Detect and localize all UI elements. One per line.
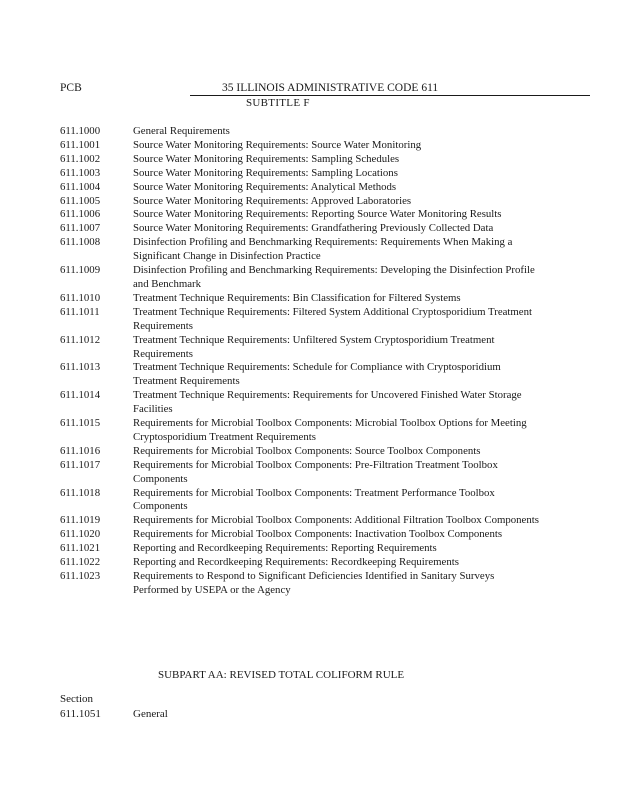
- section-title: Reporting and Recordkeeping Requirements: Recordkeeping Requirements: [133, 556, 459, 569]
- section-title: Requirements for Microbial Toolbox Components: Microbial Toolbox Options for Meeting Cryptosporidium Treatment Requirements: [133, 417, 527, 443]
- toc-row: [60, 708, 540, 720]
- toc-row: [60, 556, 540, 570]
- section-number: 611.1007: [60, 222, 101, 235]
- toc-row: [60, 208, 540, 222]
- section-title: Treatment Technique Requirements: Bin Classification for Filtered Systems: [133, 291, 461, 304]
- section-number: 611.1017: [60, 458, 101, 471]
- section-title: Treatment Technique Requirements: Filtered System Additional Cryptosporidium Treatment Requirements: [133, 305, 532, 332]
- section-title: Treatment Technique Requirements: Requirements for Uncovered Finished Water Storage Facilities: [133, 389, 522, 416]
- section-title: Source Water Monitoring Requirements: Grandfathering Previously Collected Data: [133, 222, 494, 235]
- section-number: 611.1014: [60, 389, 101, 402]
- toc-row: [60, 181, 540, 195]
- section-title: Treatment Technique Requirements: Unfiltered System Cryptosporidium Treatment Requirements: [133, 333, 495, 360]
- section-number: 611.1003: [60, 166, 101, 179]
- section-number: 611.1016: [60, 444, 101, 457]
- agency-label: PCB: [60, 82, 82, 94]
- section-number: 611.1012: [60, 333, 101, 346]
- section-title: Treatment Technique Requirements: Schedule for Compliance with Cryptosporidium Treatment Requirements: [133, 361, 501, 388]
- toc-row: [60, 570, 540, 598]
- code-title: 35 ILLINOIS ADMINISTRATIVE CODE 611: [190, 82, 590, 96]
- section-number: 611.1021: [60, 542, 101, 555]
- section-number: 611.1006: [60, 208, 101, 221]
- toc-row: [60, 195, 540, 209]
- section-number: 611.1011: [60, 305, 100, 318]
- toc-row: [60, 306, 540, 334]
- table-of-contents: [60, 125, 540, 598]
- section-title: General: [133, 708, 168, 720]
- toc-row: [60, 167, 540, 181]
- toc-row: [60, 139, 540, 153]
- toc-row: [60, 459, 540, 487]
- section-number: 611.1005: [60, 194, 101, 207]
- section-title: Disinfection Profiling and Benchmarking Requirements: Developing the Disinfection Profile and Benchmark: [133, 264, 535, 290]
- section-number: 611.1010: [60, 291, 101, 304]
- toc-row: [60, 264, 540, 292]
- toc-row: [60, 487, 540, 515]
- toc-row: [60, 542, 540, 556]
- toc-row: [60, 153, 540, 167]
- subpart-heading: SUBPART AA: REVISED TOTAL COLIFORM RULE: [158, 669, 405, 681]
- section-number: 611.1019: [60, 514, 101, 527]
- toc-row: [60, 292, 540, 306]
- section-number: 611.1001: [60, 138, 101, 151]
- section-title: Requirements for Microbial Toolbox Components: Treatment Performance Toolbox Components: [133, 486, 495, 513]
- section-title: Source Water Monitoring Requirements: Source Water Monitoring: [133, 138, 422, 151]
- section-title: Requirements for Microbial Toolbox Components: Additional Filtration Toolbox Components: [133, 514, 539, 527]
- toc-row: [60, 514, 540, 528]
- section-number: 611.1002: [60, 152, 101, 165]
- section-title: Requirements to Respond to Significant Deficiencies Identified in Sanitary Surveys Performed by USEPA or the Agency: [133, 570, 495, 596]
- section-title: Requirements for Microbial Toolbox Components: Pre-Filtration Treatment Toolbox Components: [133, 458, 498, 485]
- subtitle: SUBTITLE F: [246, 97, 310, 109]
- section-title: Requirements for Microbial Toolbox Components: Inactivation Toolbox Components: [133, 528, 503, 541]
- section-title: Source Water Monitoring Requirements: Sampling Locations: [133, 166, 398, 179]
- toc-row: [60, 334, 540, 362]
- section-title: Source Water Monitoring Requirements: Reporting Source Water Monitoring Results: [133, 208, 502, 221]
- section-number: 611.1018: [60, 486, 101, 499]
- section-number: 611.1023: [60, 570, 101, 582]
- toc-row: [60, 389, 540, 417]
- section-number: 611.1015: [60, 417, 101, 430]
- section-number: 611.1022: [60, 556, 101, 569]
- section-number: 611.1000: [60, 125, 101, 137]
- section-title: Disinfection Profiling and Benchmarking Requirements: Requirements When Making a Significant Change in Disinfection Practice: [133, 236, 513, 263]
- section-heading: Section: [60, 693, 93, 705]
- section-title: Reporting and Recordkeeping Requirements: Reporting Requirements: [133, 542, 437, 555]
- toc-row: [60, 417, 540, 445]
- section-title: General Requirements: [133, 125, 230, 137]
- section-number: 611.1051: [60, 708, 101, 720]
- section-number: 611.1009: [60, 264, 101, 277]
- section-number: 611.1008: [60, 236, 101, 249]
- section-title: Source Water Monitoring Requirements: Approved Laboratories: [133, 194, 412, 207]
- section-number: 611.1013: [60, 361, 101, 374]
- section-number: 611.1020: [60, 528, 101, 541]
- section-title: Source Water Monitoring Requirements: Analytical Methods: [133, 180, 397, 193]
- toc-row: [60, 361, 540, 389]
- section-title: Source Water Monitoring Requirements: Sampling Schedules: [133, 152, 400, 165]
- toc-row: [60, 125, 540, 139]
- toc-row: [60, 236, 540, 264]
- page-header: [60, 82, 530, 98]
- section-number: 611.1004: [60, 180, 101, 193]
- section-title: Requirements for Microbial Toolbox Components: Source Toolbox Components: [133, 444, 481, 457]
- toc-row: [60, 222, 540, 236]
- toc-row: [60, 445, 540, 459]
- toc-row: [60, 528, 540, 542]
